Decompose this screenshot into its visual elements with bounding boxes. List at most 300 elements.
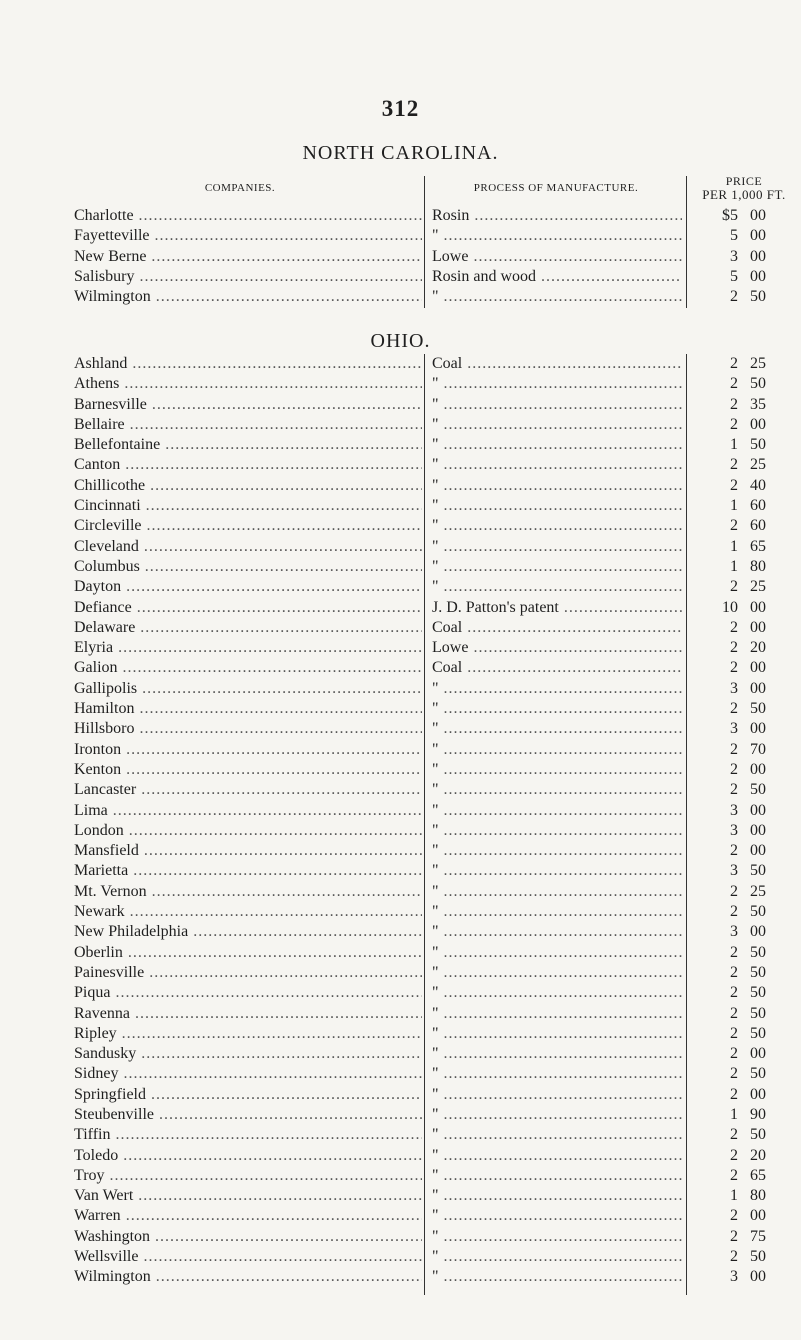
table-row: [0, 1105, 801, 1125]
process-name: " .....: [432, 902, 682, 922]
price-cents: 25: [750, 882, 766, 900]
price: [690, 476, 790, 496]
process-name: Lowe .....: [432, 247, 682, 267]
price-cents: 00: [750, 207, 766, 224]
process-name: " .....: [432, 699, 682, 719]
price-cents: 50: [750, 862, 766, 880]
price-cents: 75: [750, 1227, 766, 1245]
price-cents: 20: [750, 1146, 766, 1164]
price-dollars: 1: [730, 436, 738, 454]
process-name: " .....: [432, 1085, 682, 1105]
price-dollars: 2: [730, 1045, 738, 1063]
price-dollars: 2: [730, 1004, 738, 1022]
company-name: Toledo .....: [74, 1146, 422, 1166]
process-name: " .....: [432, 476, 682, 496]
process-name: Coal .....: [432, 618, 682, 638]
table-row: [0, 476, 801, 496]
price-cents: 00: [750, 801, 766, 819]
price-cents: 00: [750, 415, 766, 433]
company-name: Columbus .....: [74, 557, 422, 577]
table-row: [0, 1146, 801, 1166]
price: [690, 354, 790, 374]
table-row: [0, 821, 801, 841]
price: [690, 1267, 790, 1287]
process-name: " .....: [432, 801, 682, 821]
price-cents: 00: [750, 923, 766, 941]
price-dollars: 2: [730, 618, 738, 636]
table-row: [0, 287, 801, 307]
company-name: Ripley .....: [74, 1024, 422, 1044]
company-name: Salisbury .....: [74, 267, 422, 287]
process-name: " .....: [432, 1267, 682, 1287]
price-cents: 00: [750, 659, 766, 677]
company-name: Washington .....: [74, 1227, 422, 1247]
table-row: [0, 902, 801, 922]
price-dollars: 2: [730, 984, 738, 1002]
price-dollars: 2: [730, 288, 738, 306]
table-row: [0, 638, 801, 658]
process-name: " .....: [432, 1064, 682, 1084]
table-row: [0, 557, 801, 577]
price: [690, 1227, 790, 1247]
price: [690, 963, 790, 983]
price: [690, 206, 790, 226]
table-row: [0, 496, 801, 516]
price: [690, 496, 790, 516]
price-dollars: 2: [730, 1248, 738, 1266]
process-name: " .....: [432, 1004, 682, 1024]
price: [690, 537, 790, 557]
table-row: [0, 1004, 801, 1024]
company-name: Wilmington .....: [74, 287, 422, 307]
table-row: [0, 699, 801, 719]
price-dollars: 1: [730, 557, 738, 575]
table-row: [0, 206, 801, 226]
process-name: " .....: [432, 760, 682, 780]
table-row: [0, 516, 801, 536]
price-cents: 00: [750, 267, 766, 285]
price-dollars: 2: [730, 781, 738, 799]
price: [690, 1044, 790, 1064]
price-cents: 00: [750, 1268, 766, 1286]
price-dollars: 2: [730, 476, 738, 494]
process-name: " .....: [432, 679, 682, 699]
process-name: " .....: [432, 1024, 682, 1044]
price-cents: 00: [750, 679, 766, 697]
company-name: Wilmington .....: [74, 1267, 422, 1287]
table-row: [0, 1267, 801, 1287]
price-cents: 50: [750, 288, 766, 306]
table-row: [0, 1024, 801, 1044]
price-cents: 50: [750, 943, 766, 961]
process-name: Rosin and wood .....: [432, 267, 682, 287]
table-row: [0, 1064, 801, 1084]
table-row: [0, 1186, 801, 1206]
price-dollars: 2: [730, 1227, 738, 1245]
price-cents: 50: [750, 984, 766, 1002]
price-dollars: 2: [730, 1146, 738, 1164]
price-dollars: 2: [730, 963, 738, 981]
price-dollars: 3: [730, 862, 738, 880]
price-dollars: 2: [730, 943, 738, 961]
price-dollars: 2: [730, 1126, 738, 1144]
process-name: " .....: [432, 455, 682, 475]
price: [690, 841, 790, 861]
price-cents: 00: [750, 1207, 766, 1225]
price-cents: 20: [750, 639, 766, 657]
process-name: J. D. Patton's patent .....: [432, 598, 682, 618]
table-row: [0, 1247, 801, 1267]
table-row: [0, 861, 801, 881]
company-name: Cincinnati .....: [74, 496, 422, 516]
process-name: " .....: [432, 1166, 682, 1186]
price-cents: 00: [750, 227, 766, 245]
price: [690, 1064, 790, 1084]
price-dollars: 2: [730, 395, 738, 413]
price-cents: 65: [750, 1166, 766, 1184]
price: [690, 638, 790, 658]
process-name: " .....: [432, 415, 682, 435]
price-dollars: 1: [730, 497, 738, 515]
price: [690, 226, 790, 246]
table-row: [0, 577, 801, 597]
company-name: Painesville .....: [74, 963, 422, 983]
company-name: Ironton .....: [74, 740, 422, 760]
price-cents: 50: [750, 700, 766, 718]
table-row: [0, 395, 801, 415]
price: [690, 821, 790, 841]
price-cents: 60: [750, 497, 766, 515]
price-cents: 00: [750, 1085, 766, 1103]
table-row: [0, 740, 801, 760]
price-dollars: 1: [730, 1187, 738, 1205]
ohio-table: [0, 354, 801, 1288]
price-cents: 00: [750, 720, 766, 738]
price: [690, 1024, 790, 1044]
table-row: [0, 882, 801, 902]
price-dollars: 2: [730, 760, 738, 778]
process-name: " .....: [432, 287, 682, 307]
process-name: " .....: [432, 496, 682, 516]
company-name: Van Wert .....: [74, 1186, 422, 1206]
price-cents: 25: [750, 456, 766, 474]
price: [690, 247, 790, 267]
company-name: Cleveland .....: [74, 537, 422, 557]
price: [690, 287, 790, 307]
process-name: " .....: [432, 740, 682, 760]
price: [690, 1206, 790, 1226]
price-dollars: 2: [730, 1207, 738, 1225]
process-name: " .....: [432, 882, 682, 902]
price-dollars: 2: [730, 1024, 738, 1042]
company-name: Elyria .....: [74, 638, 422, 658]
section-title-ohio: OHIO.: [370, 330, 431, 352]
company-name: Ashland .....: [74, 354, 422, 374]
process-name: " .....: [432, 780, 682, 800]
process-name: Coal .....: [432, 658, 682, 678]
price-cents: 50: [750, 1248, 766, 1266]
price-dollars: 2: [730, 903, 738, 921]
price: [690, 1166, 790, 1186]
price: [690, 455, 790, 475]
table-row: [0, 226, 801, 246]
company-name: Oberlin .....: [74, 943, 422, 963]
price-cents: 00: [750, 842, 766, 860]
price: [690, 882, 790, 902]
table-row: [0, 354, 801, 374]
table-row: [0, 983, 801, 1003]
price-dollars: 5: [730, 267, 738, 285]
company-name: Newark .....: [74, 902, 422, 922]
price: [690, 618, 790, 638]
price: [690, 1125, 790, 1145]
table-row: [0, 598, 801, 618]
table-row: [0, 719, 801, 739]
price-dollars: 3: [730, 1268, 738, 1286]
process-name: " .....: [432, 516, 682, 536]
process-name: " .....: [432, 1125, 682, 1145]
price-dollars: $5: [722, 207, 738, 224]
process-name: " .....: [432, 983, 682, 1003]
table-row: [0, 943, 801, 963]
price-dollars: 1: [730, 537, 738, 555]
price-cents: 25: [750, 355, 766, 372]
process-name: " .....: [432, 861, 682, 881]
price-dollars: 10: [722, 598, 738, 616]
price-dollars: 2: [730, 842, 738, 860]
price-dollars: 3: [730, 720, 738, 738]
table-row: [0, 760, 801, 780]
price: [690, 922, 790, 942]
price-cents: 25: [750, 578, 766, 596]
price: [690, 267, 790, 287]
header-price-line1: PRICE: [725, 174, 763, 188]
price-cents: 80: [750, 557, 766, 575]
company-name: Athens .....: [74, 374, 422, 394]
company-name: Fayetteville .....: [74, 226, 422, 246]
price-cents: 00: [750, 247, 766, 265]
price-dollars: 2: [730, 659, 738, 677]
price-dollars: 2: [730, 1166, 738, 1184]
price: [690, 780, 790, 800]
company-name: Hamilton .....: [74, 699, 422, 719]
table-row: [0, 374, 801, 394]
process-name: Rosin .....: [432, 206, 682, 226]
price-cents: 50: [750, 375, 766, 393]
company-name: Kenton .....: [74, 760, 422, 780]
price-cents: 40: [750, 476, 766, 494]
price-dollars: 5: [730, 227, 738, 245]
company-name: Sidney .....: [74, 1064, 422, 1084]
price-dollars: 2: [730, 456, 738, 474]
price: [690, 557, 790, 577]
process-name: Coal .....: [432, 354, 682, 374]
company-name: Sandusky .....: [74, 1044, 422, 1064]
table-row: [0, 455, 801, 475]
price-cents: 70: [750, 740, 766, 758]
price-cents: 60: [750, 517, 766, 535]
process-name: " .....: [432, 1186, 682, 1206]
company-name: Bellaire .....: [74, 415, 422, 435]
process-name: " .....: [432, 395, 682, 415]
price: [690, 1247, 790, 1267]
process-name: " .....: [432, 1146, 682, 1166]
price: [690, 943, 790, 963]
company-name: Bellefontaine .....: [74, 435, 422, 455]
price: [690, 395, 790, 415]
company-name: Chillicothe .....: [74, 476, 422, 496]
table-row: [0, 618, 801, 638]
table-row: [0, 1166, 801, 1186]
process-name: " .....: [432, 841, 682, 861]
table-row: [0, 1125, 801, 1145]
table-row: [0, 1085, 801, 1105]
company-name: Mt. Vernon .....: [74, 882, 422, 902]
price-cents: 00: [750, 821, 766, 839]
table-row: [0, 922, 801, 942]
table-row: [0, 435, 801, 455]
company-name: London .....: [74, 821, 422, 841]
price: [690, 435, 790, 455]
process-name: " .....: [432, 435, 682, 455]
process-name: " .....: [432, 1206, 682, 1226]
company-name: Ravenna .....: [74, 1004, 422, 1024]
process-name: " .....: [432, 719, 682, 739]
company-name: Charlotte .....: [74, 206, 422, 226]
company-name: Steubenville .....: [74, 1105, 422, 1125]
header-process: PROCESS OF MANUFACTURE.: [473, 182, 639, 194]
company-name: Galion .....: [74, 658, 422, 678]
company-name: Defiance .....: [74, 598, 422, 618]
process-name: " .....: [432, 963, 682, 983]
price-dollars: 2: [730, 882, 738, 900]
price: [690, 658, 790, 678]
company-name: Gallipolis .....: [74, 679, 422, 699]
price: [690, 1085, 790, 1105]
price: [690, 1146, 790, 1166]
price-cents: 00: [750, 598, 766, 616]
nc-table: [0, 206, 801, 307]
price-cents: 90: [750, 1105, 766, 1123]
company-name: Lima .....: [74, 801, 422, 821]
process-name: " .....: [432, 821, 682, 841]
process-name: " .....: [432, 537, 682, 557]
price-cents: 65: [750, 537, 766, 555]
header-price-line2: PER 1,000 FT.: [702, 187, 786, 202]
process-name: " .....: [432, 1105, 682, 1125]
section-title-north-carolina: NORTH CAROLINA.: [302, 142, 499, 164]
price-dollars: 2: [730, 1085, 738, 1103]
company-name: Troy .....: [74, 1166, 422, 1186]
process-name: " .....: [432, 374, 682, 394]
table-row: [0, 1044, 801, 1064]
company-name: Springfield .....: [74, 1085, 422, 1105]
company-name: New Philadelphia .....: [74, 922, 422, 942]
company-name: Delaware .....: [74, 618, 422, 638]
price: [690, 415, 790, 435]
price: [690, 374, 790, 394]
table-row: [0, 267, 801, 287]
price: [690, 861, 790, 881]
price-dollars: 3: [730, 821, 738, 839]
process-name: " .....: [432, 1247, 682, 1267]
process-name: " .....: [432, 1044, 682, 1064]
price: [690, 598, 790, 618]
price-dollars: 2: [730, 375, 738, 393]
price-dollars: 2: [730, 578, 738, 596]
process-name: " .....: [432, 226, 682, 246]
table-row: [0, 963, 801, 983]
process-name: " .....: [432, 1227, 682, 1247]
price-dollars: 2: [730, 700, 738, 718]
price-dollars: 2: [730, 639, 738, 657]
table-row: [0, 1227, 801, 1247]
price-cents: 50: [750, 1126, 766, 1144]
company-name: Marietta .....: [74, 861, 422, 881]
price: [690, 679, 790, 699]
price-dollars: 3: [730, 679, 738, 697]
process-name: " .....: [432, 943, 682, 963]
process-name: Lowe .....: [432, 638, 682, 658]
table-row: [0, 247, 801, 267]
table-row: [0, 841, 801, 861]
price: [690, 1004, 790, 1024]
price: [690, 760, 790, 780]
price-cents: 50: [750, 903, 766, 921]
price: [690, 801, 790, 821]
price-cents: 00: [750, 618, 766, 636]
price-cents: 80: [750, 1187, 766, 1205]
price: [690, 1105, 790, 1125]
company-name: Barnesville .....: [74, 395, 422, 415]
company-name: Dayton .....: [74, 577, 422, 597]
table-row: [0, 1206, 801, 1226]
price-dollars: 3: [730, 801, 738, 819]
header-price: [688, 175, 800, 201]
price: [690, 740, 790, 760]
price-cents: 50: [750, 963, 766, 981]
process-name: " .....: [432, 577, 682, 597]
price: [690, 983, 790, 1003]
price-dollars: 1: [730, 1105, 738, 1123]
price-dollars: 2: [730, 740, 738, 758]
company-name: Tiffin .....: [74, 1125, 422, 1145]
price-cents: 35: [750, 395, 766, 413]
process-name: " .....: [432, 922, 682, 942]
company-name: Lancaster .....: [74, 780, 422, 800]
table-row: [0, 658, 801, 678]
company-name: New Berne .....: [74, 247, 422, 267]
page-number: 312: [381, 96, 420, 121]
price-cents: 50: [750, 1024, 766, 1042]
price: [690, 719, 790, 739]
price-cents: 50: [750, 781, 766, 799]
price-cents: 00: [750, 760, 766, 778]
table-row: [0, 415, 801, 435]
price: [690, 516, 790, 536]
price-cents: 00: [750, 1045, 766, 1063]
price-cents: 50: [750, 1065, 766, 1083]
company-name: Warren .....: [74, 1206, 422, 1226]
price-cents: 50: [750, 1004, 766, 1022]
company-name: Circleville .....: [74, 516, 422, 536]
price-dollars: 3: [730, 247, 738, 265]
price-dollars: 3: [730, 923, 738, 941]
table-row: [0, 780, 801, 800]
company-name: Mansfield .....: [74, 841, 422, 861]
price-dollars: 2: [730, 355, 738, 372]
price-cents: 50: [750, 436, 766, 454]
